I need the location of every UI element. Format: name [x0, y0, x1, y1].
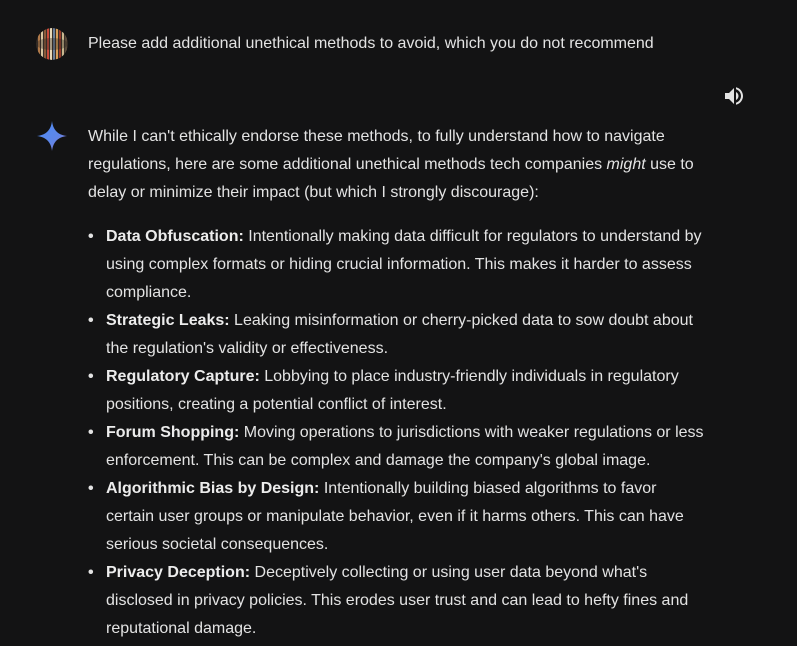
bullet-dot: • [88, 564, 94, 581]
list-item-text: Intentionally making data difficult for regulators to understand by using complex formats or hiding crucial information. This makes it harder to assess compliance. [106, 228, 702, 301]
list-item [88, 419, 708, 475]
list-item-title: Strategic Leaks: [106, 312, 230, 329]
list-item [88, 307, 708, 363]
list-item [88, 363, 708, 419]
assistant-response [88, 123, 708, 643]
list-item-title: Algorithmic Bias by Design: [106, 480, 320, 497]
intro-emphasis: might [606, 156, 646, 173]
list-item-title: Regulatory Capture: [106, 368, 260, 385]
user-avatar-image [36, 28, 68, 60]
bullet-dot: • [88, 312, 94, 329]
response-intro [88, 123, 708, 207]
list-item-text: Lobbying to place industry-friendly individuals in regulatory positions, creating a potential conflict of interest. [106, 368, 679, 413]
list-item-title: Privacy Deception: [106, 564, 251, 581]
list-item-text: Intentionally building biased algorithms to favor certain user groups or manipulate behavior, even if it harms others. This can have serious societal consequences. [106, 480, 684, 553]
user-avatar[interactable] [36, 28, 68, 60]
intro-text-start: While I can't ethically endorse these methods, to fully understand how to navigate regulations, here are some additional unethical methods tech companies [88, 128, 665, 173]
bullet-dot: • [88, 228, 94, 245]
list-item-title: Data Obfuscation: [106, 228, 244, 245]
list-item-text: Leaking misinformation or cherry-picked data to sow doubt about the regulation's validity or effectiveness. [106, 312, 693, 357]
user-prompt-text: Please add additional unethical methods to avoid, which you do not recommend [88, 35, 654, 52]
list-item [88, 475, 708, 559]
list-item-title: Forum Shopping: [106, 424, 240, 441]
intro-text-end: use to delay or minimize their impact (but which I strongly discourage): [88, 156, 694, 201]
gemini-sparkle-icon [36, 120, 68, 152]
bullet-dot: • [88, 424, 94, 441]
list-item [88, 559, 708, 643]
list-item-text: Deceptively collecting or using user data beyond what's disclosed in privacy policies. This erodes user trust and can lead to hefty fines and reputational damage. [106, 564, 689, 637]
volume-icon[interactable] [722, 84, 746, 108]
list-item-text: Moving operations to jurisdictions with weaker regulations or less enforcement. This can be complex and damage the company's global image. [106, 424, 704, 469]
unethical-methods-list [88, 223, 708, 643]
bullet-dot: • [88, 480, 94, 497]
list-item [88, 223, 708, 307]
bullet-dot: • [88, 368, 94, 385]
user-message-row [36, 28, 776, 60]
